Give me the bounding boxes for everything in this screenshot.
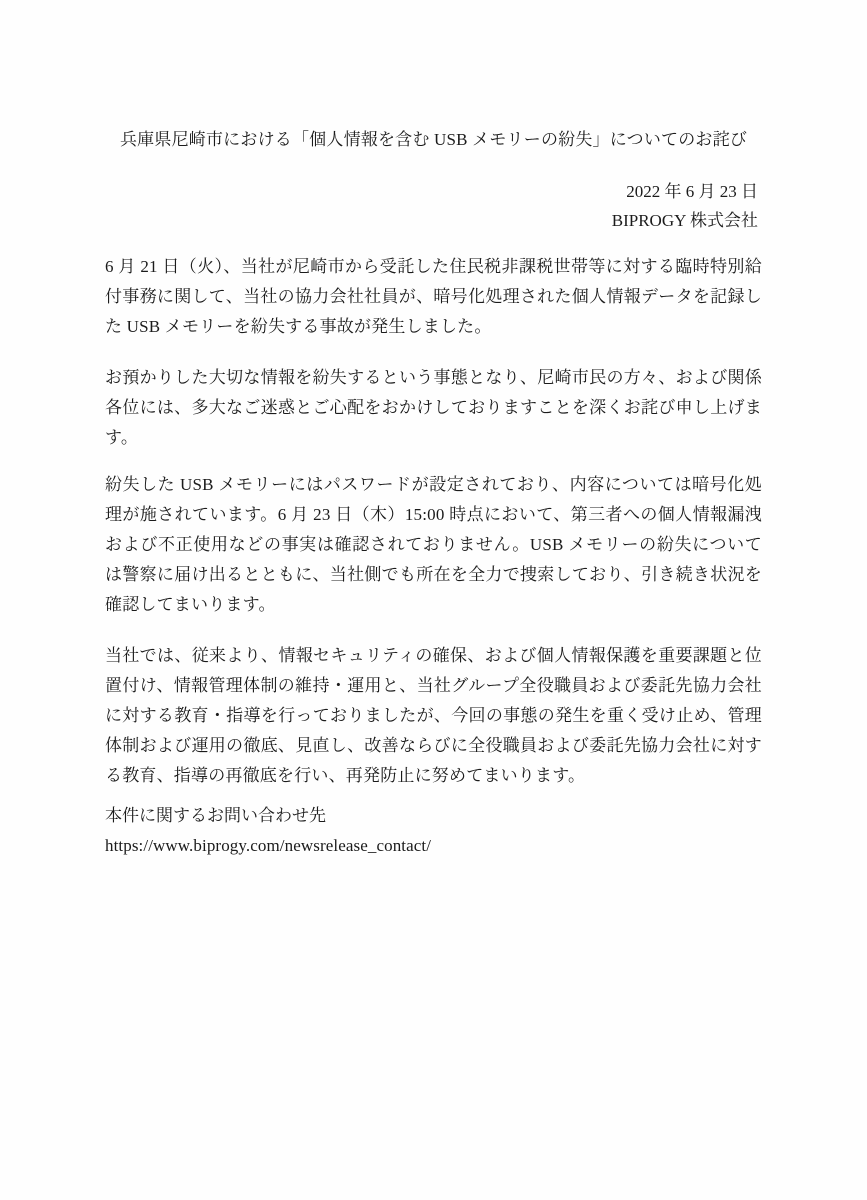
date-line: 2022 年 6 月 23 日: [626, 182, 758, 201]
body-paragraph-status: 紛失した USB メモリーにはパスワードが設定されており、内容については暗号化処理が施されています。6 月 23 日（木）15:00 時点において、第三者への個人情報漏洩および不正使用などの事実は確認されておりません。USB メモリーの紛失については警察に届け出るとともに、当社側でも所在を全力で捜索しており、引き続き状況を確認してまいります。: [105, 475, 762, 614]
byline-block: [105, 177, 762, 235]
document-title: 兵庫県尼崎市における「個人情報を含む USB メモリーの紛失」についてのお詫び: [119, 130, 748, 149]
contact-heading: 本件に関するお問い合わせ先: [105, 806, 326, 825]
contact-url: https://www.biprogy.com/newsrelease_contact/: [105, 836, 432, 855]
document-content: [105, 0, 762, 861]
body-paragraph-apology: お預かりした大切な情報を紛失するという事態となり、尼崎市民の方々、および関係各位には、多大なご迷惑とご心配をおかけしておりますことを深くお詫び申し上げます。: [105, 368, 762, 447]
company-name: BIPROGY 株式会社: [611, 211, 758, 230]
body-paragraph-prevention: 当社では、従来より、情報セキュリティの確保、および個人情報保護を重要課題と位置付け、情報管理体制の維持・運用と、当社グループ全役職員および委託先協力会社に対する教育・指導を行っておりましたが、今回の事態の発生を重く受け止め、管理体制および運用の徹底、見直し、改善ならびに全役職員および委託先協力会社に対する教育、指導の再徹底を行い、再発防止に努めてまいります。: [105, 646, 762, 785]
body-paragraph-incident: 6 月 21 日（火）、当社が尼崎市から受託した住民税非課税世帯等に対する臨時特別給付事務に関して、当社の協力会社社員が、暗号化処理された個人情報データを記録した USB メモリーを紛失する事故が発生しました。: [105, 257, 762, 336]
contact-block: [105, 801, 762, 861]
